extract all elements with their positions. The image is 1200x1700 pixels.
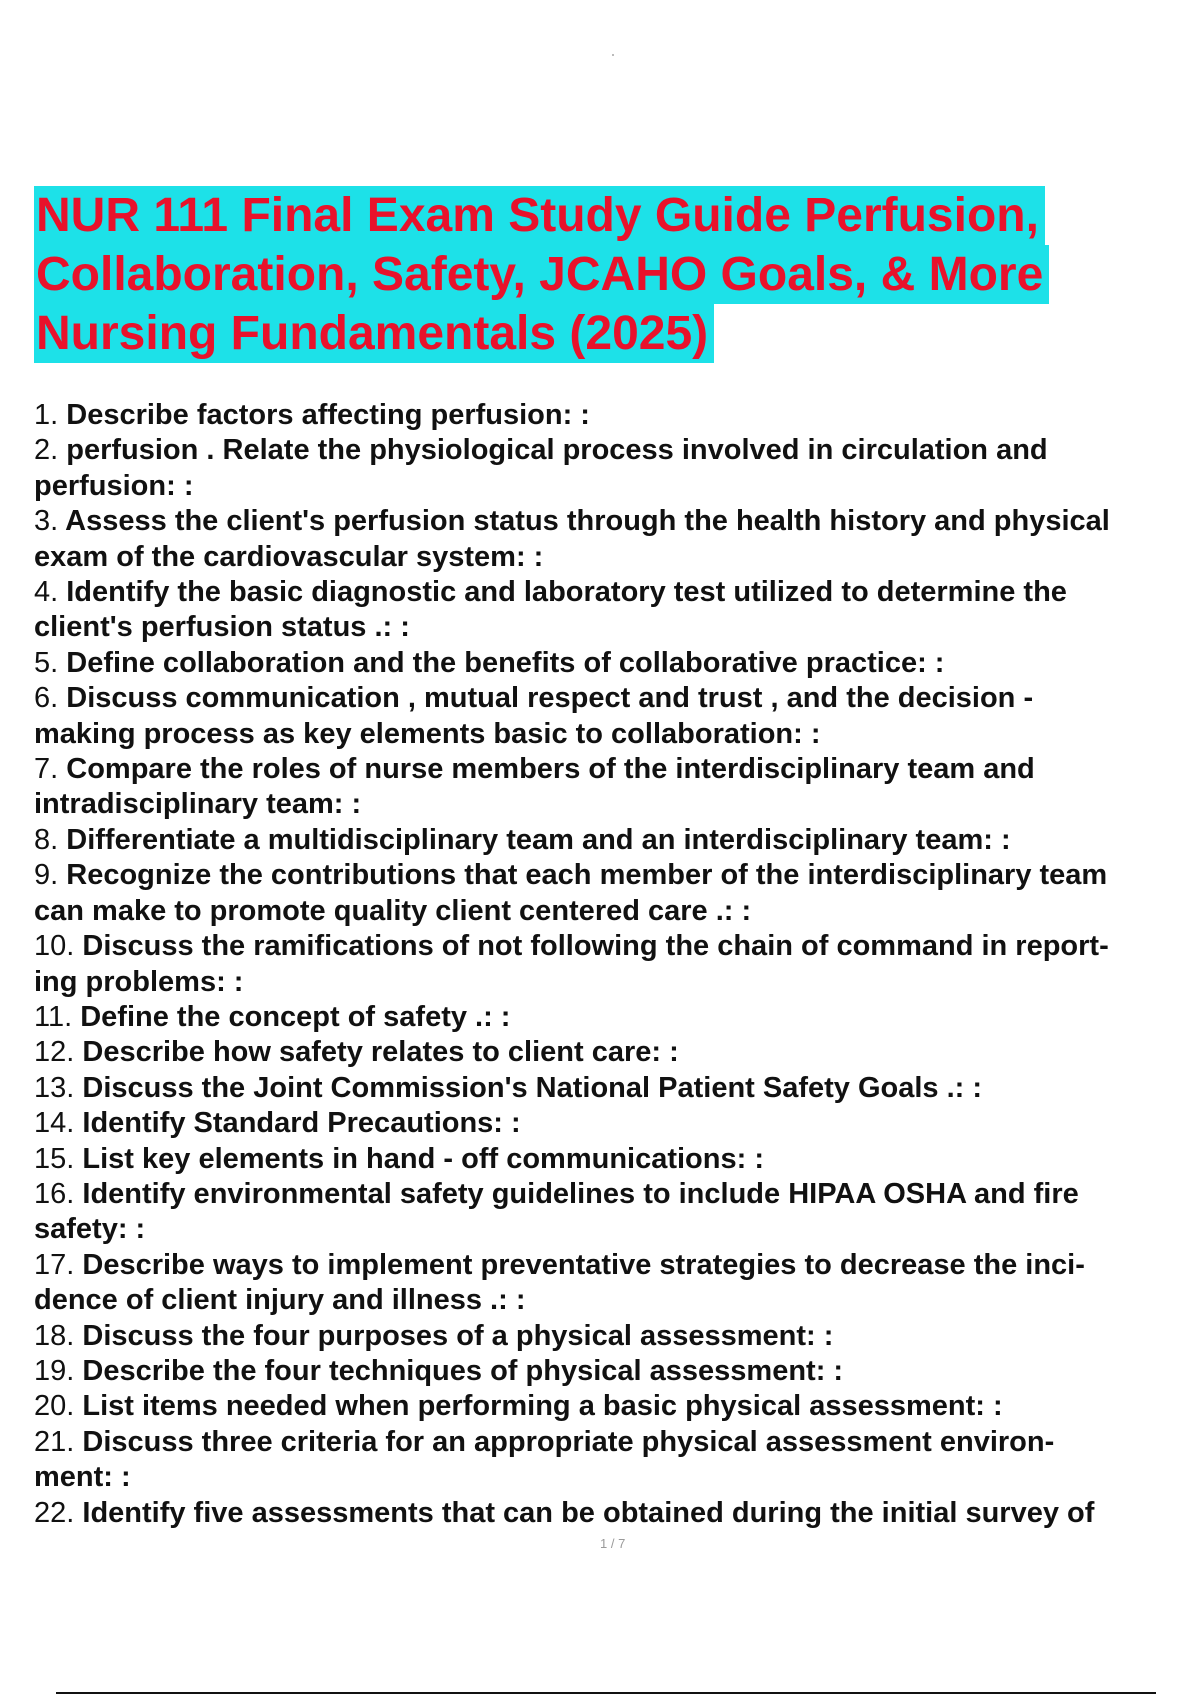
question-text: Describe how safety relates to client care: : <box>82 1036 679 1069</box>
question-line <box>34 575 1200 610</box>
question-number: 2. <box>34 434 59 467</box>
title-line-3: Nursing Fundamentals (2025) <box>34 304 714 363</box>
question-number: 15. <box>34 1142 75 1175</box>
question-number: 4. <box>34 576 59 609</box>
question-number: 19. <box>34 1354 75 1387</box>
page-speck <box>612 54 614 56</box>
question-text: Compare the roles of nurse members of the interdisciplinary team and <box>66 753 1035 786</box>
question-number: 22. <box>34 1496 75 1529</box>
question-line <box>34 504 1200 539</box>
question-line <box>34 469 1200 504</box>
question-line <box>34 965 1200 1000</box>
question-text: client's perfusion status .: : <box>34 611 410 644</box>
question-text: Identify environmental safety guidelines to include HIPAA OSHA and fire <box>82 1177 1079 1210</box>
question-line <box>34 1425 1200 1460</box>
question-text: ment: : <box>34 1461 131 1494</box>
question-text: Identify five assessments that can be obtained during the initial survey of <box>82 1496 1095 1529</box>
question-number: 3. <box>34 505 59 538</box>
question-line <box>34 1212 1200 1247</box>
question-text: ing problems: : <box>34 965 244 998</box>
question-number: 21. <box>34 1425 75 1458</box>
question-text: Define the concept of safety .: : <box>80 1000 511 1033</box>
page-number: 1 / 7 <box>600 1536 626 1551</box>
question-text: Discuss the Joint Commission's National Patient Safety Goals .: : <box>82 1071 983 1104</box>
question-text: Describe ways to implement preventative strategies to decrease the inci- <box>82 1248 1085 1281</box>
question-number: 9. <box>34 859 59 892</box>
question-number: 10. <box>34 930 75 963</box>
question-line <box>34 1142 1200 1177</box>
question-line <box>34 1248 1200 1283</box>
question-line <box>34 1000 1200 1035</box>
question-number: 6. <box>34 682 59 715</box>
question-text: Discuss communication , mutual respect and trust , and the decision - <box>66 682 1034 715</box>
question-line <box>34 1389 1200 1424</box>
question-text: dence of client injury and illness .: : <box>34 1284 526 1317</box>
question-line <box>34 858 1200 893</box>
page-bottom-rule <box>56 1692 1156 1694</box>
question-line <box>34 717 1200 752</box>
question-text: Differentiate a multidisciplinary team and an interdisciplinary team: : <box>66 823 1011 856</box>
question-line <box>34 1106 1200 1141</box>
question-line <box>34 1460 1200 1495</box>
question-line <box>34 610 1200 645</box>
question-line <box>34 752 1200 787</box>
question-line <box>34 823 1200 858</box>
question-text: Assess the client's perfusion status through the health history and physical <box>65 505 1110 538</box>
document-title <box>34 186 1154 363</box>
question-line <box>34 787 1200 822</box>
question-text: exam of the cardiovascular system: : <box>34 540 544 573</box>
question-line <box>34 894 1200 929</box>
question-number: 16. <box>34 1177 75 1210</box>
question-number: 8. <box>34 823 59 856</box>
question-number: 17. <box>34 1248 75 1281</box>
title-line-1: NUR 111 Final Exam Study Guide Perfusion, <box>34 186 1045 245</box>
question-number: 11. <box>34 1000 73 1033</box>
question-line <box>34 1035 1200 1070</box>
question-text: safety: : <box>34 1213 146 1246</box>
question-line <box>34 1319 1200 1354</box>
title-line-2: Collaboration, Safety, JCAHO Goals, & More <box>34 245 1049 304</box>
question-number: 18. <box>34 1319 75 1352</box>
question-line <box>34 1354 1200 1389</box>
question-line <box>34 1496 1200 1531</box>
question-text: Describe factors affecting perfusion: : <box>66 399 590 431</box>
question-number: 13. <box>34 1071 75 1104</box>
question-text: List key elements in hand - off communications: : <box>82 1142 764 1175</box>
question-text: intradisciplinary team: : <box>34 788 362 821</box>
question-text: Identify Standard Precautions: : <box>82 1107 521 1140</box>
question-line <box>34 433 1200 468</box>
question-line <box>34 540 1200 575</box>
question-text: perfusion: : <box>34 469 194 502</box>
question-number: 12. <box>34 1036 75 1069</box>
question-number: 20. <box>34 1390 75 1423</box>
question-text: making process as key elements basic to collaboration: : <box>34 717 821 750</box>
question-text: can make to promote quality client centered care .: : <box>34 894 752 927</box>
question-text: List items needed when performing a basic physical assessment: : <box>82 1390 1003 1423</box>
question-text: Discuss the ramifications of not following the chain of command in report- <box>82 930 1109 963</box>
question-line <box>34 1071 1200 1106</box>
question-number: 7. <box>34 753 59 786</box>
question-line <box>34 929 1200 964</box>
question-text: Identify the basic diagnostic and laboratory test utilized to determine the <box>66 576 1067 609</box>
question-number: 1. <box>34 399 59 431</box>
question-text: Describe the four techniques of physical assessment: : <box>82 1354 844 1387</box>
question-text: Discuss three criteria for an appropriate physical assessment environ- <box>82 1425 1055 1458</box>
question-text: perfusion . Relate the physiological process involved in circulation and <box>66 434 1048 467</box>
question-text: Define collaboration and the benefits of collaborative practice: : <box>66 646 945 679</box>
question-line <box>34 1283 1200 1318</box>
question-text: Discuss the four purposes of a physical assessment: : <box>82 1319 834 1352</box>
question-line <box>34 681 1200 716</box>
question-list <box>34 398 1200 1531</box>
question-text: Recognize the contributions that each member of the interdisciplinary team <box>66 859 1108 892</box>
question-line <box>34 1177 1200 1212</box>
question-number: 14. <box>34 1107 75 1140</box>
question-number: 5. <box>34 646 59 679</box>
question-line <box>34 398 1200 433</box>
question-line <box>34 646 1200 681</box>
